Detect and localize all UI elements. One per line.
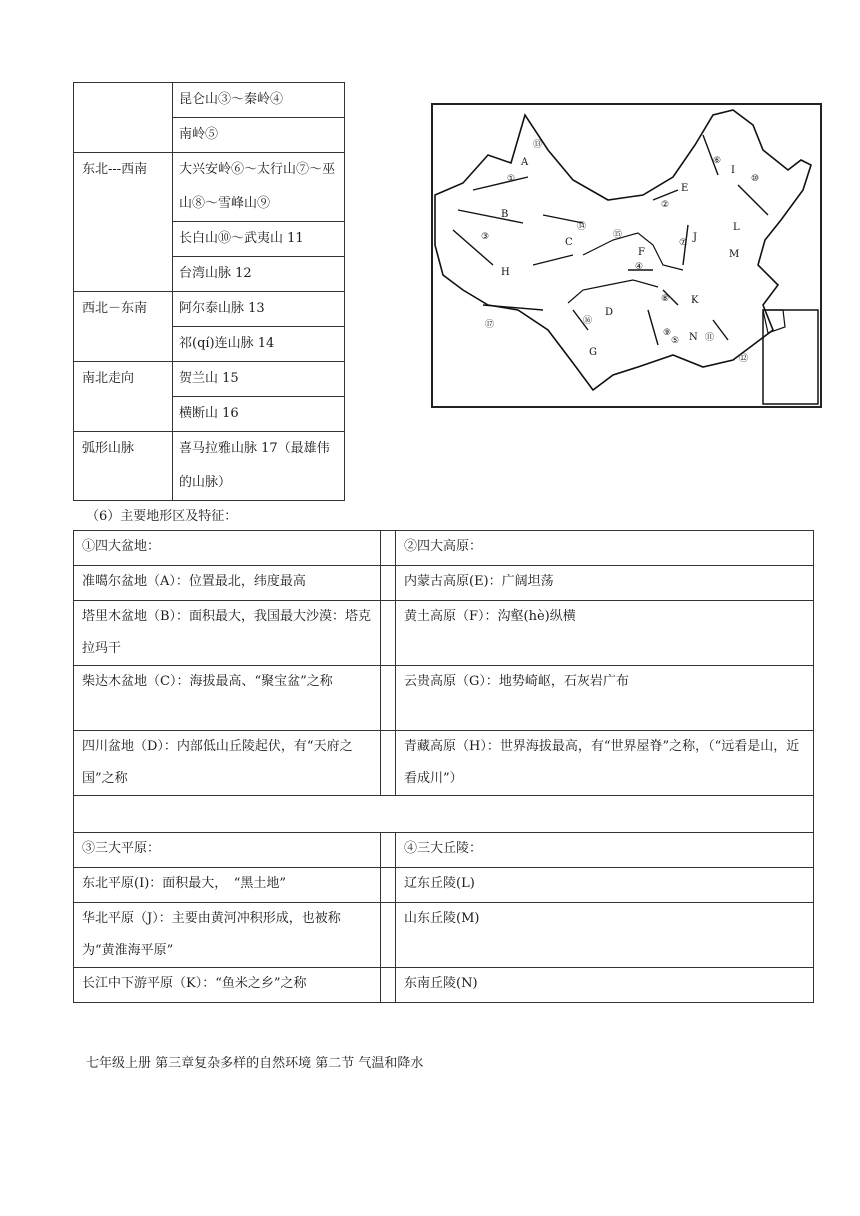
mountain-cell: 祁(qí)连山脉 14 <box>173 327 345 362</box>
mountain-label-1: ① <box>507 174 516 184</box>
gap-cell <box>381 903 396 968</box>
region-label-a: A <box>521 157 529 168</box>
direction-cell: 东北---西南 <box>74 153 173 292</box>
gap-cell <box>381 968 396 1003</box>
mountain-cell: 横断山 16 <box>173 397 345 432</box>
region-label-n: N <box>689 332 698 343</box>
basin-cell: 塔里木盆地（B）：面积最大，我国最大沙漠：塔克拉玛干 <box>74 601 381 666</box>
hill-cell: 辽东丘陵(L) <box>396 868 814 903</box>
mountain-label-5: ⑤ <box>671 336 680 346</box>
gap-cell <box>381 666 396 731</box>
spacer-row <box>74 796 814 833</box>
map-svg <box>433 105 820 406</box>
mountain-label-4: ④ <box>635 262 644 272</box>
gap-cell <box>381 601 396 666</box>
plains-title: ③三大平原： <box>74 833 381 868</box>
plateau-cell: 云贵高原（G）：地势崎岖，石灰岩广布 <box>396 666 814 731</box>
china-terrain-map <box>431 103 822 408</box>
region-label-f: F <box>638 247 645 258</box>
mountain-label-8: ⑧ <box>661 294 670 304</box>
plain-cell: 东北平原(I)：面积最大， “黑土地” <box>74 868 381 903</box>
basin-cell: 柴达木盆地（C）：海拔最高、“聚宝盆”之称 <box>74 666 381 731</box>
mountain-label-15: ⑮ <box>613 230 623 240</box>
basins-title: ①四大盆地： <box>74 531 381 566</box>
hill-cell: 东南丘陵(N) <box>396 968 814 1003</box>
mountain-direction-table <box>73 82 345 501</box>
mountain-label-11: ⑪ <box>705 333 715 343</box>
region-label-b: B <box>501 209 509 220</box>
mountain-label-9: ⑨ <box>663 328 672 338</box>
mountain-label-6: ⑥ <box>713 156 722 166</box>
mountain-label-7: ⑦ <box>679 238 688 248</box>
region-label-m: M <box>729 249 740 260</box>
region-label-k: K <box>691 295 699 306</box>
mountain-cell: 台湾山脉 12 <box>173 257 345 292</box>
hill-cell: 山东丘陵(M) <box>396 903 814 968</box>
direction-cell: 西北－东南 <box>74 292 173 362</box>
mountain-label-13: ⑬ <box>533 140 543 150</box>
plain-cell: 华北平原（J）：主要由黄河冲积形成，也被称为“黄淮海平原” <box>74 903 381 968</box>
region-label-e: E <box>681 183 689 194</box>
hills-title: ④三大丘陵： <box>396 833 814 868</box>
mountain-cell: 阿尔泰山脉 13 <box>173 292 345 327</box>
plateaus-title: ②四大高原： <box>396 531 814 566</box>
mountain-cell: 贺兰山 15 <box>173 362 345 397</box>
yellow-river <box>583 233 683 270</box>
mountain-label-3: ③ <box>481 232 490 242</box>
basin-cell: 四川盆地（D）：内部低山丘陵起伏，有“天府之国”之称 <box>74 731 381 796</box>
mountain-label-10: ⑩ <box>751 174 760 184</box>
section-6-title: （6）主要地形区及特征： <box>86 509 238 524</box>
mountain-cell: 大兴安岭⑥～太行山⑦～巫山⑧～雪峰山⑨ <box>173 153 345 222</box>
plateau-cell: 青藏高原（H）：世界海拔最高，有“世界屋脊”之称，（“远看是山，近看成川”） <box>396 731 814 796</box>
gap-cell <box>381 868 396 903</box>
region-label-l: L <box>733 222 740 233</box>
mountain-label-17: ⑰ <box>485 320 495 330</box>
gap-cell <box>381 531 396 566</box>
direction-cell <box>74 83 173 153</box>
mountain-cell: 长白山⑩～武夷山 11 <box>173 222 345 257</box>
mountain-cell: 南岭⑤ <box>173 118 345 153</box>
plateau-cell: 内蒙古高原(E)：广阔坦荡 <box>396 566 814 601</box>
region-label-g: G <box>589 347 597 358</box>
region-label-h: H <box>501 267 510 278</box>
yangtze-river <box>568 280 658 303</box>
region-label-c: C <box>565 237 573 248</box>
gap-cell <box>381 566 396 601</box>
mountain-cell: 喜马拉雅山脉 17（最雄伟的山脉） <box>173 432 345 501</box>
mountain-cell: 昆仑山③～秦岭④ <box>173 83 345 118</box>
region-label-d: D <box>605 307 614 318</box>
region-label-j: J <box>693 232 698 243</box>
direction-cell: 南北走向 <box>74 362 173 432</box>
region-label-i: I <box>731 165 735 176</box>
mountain-label-2: ② <box>661 200 670 210</box>
plateau-cell: 黄土高原（F）：沟壑(hè)纵横 <box>396 601 814 666</box>
mountain-label-12: ⑫ <box>739 354 749 364</box>
mountain-label-16: ⑯ <box>583 316 593 326</box>
direction-cell: 弧形山脉 <box>74 432 173 501</box>
map-labels <box>501 157 740 358</box>
landforms-table <box>73 530 814 1003</box>
chapter-heading: 七年级上册 第三章复杂多样的自然环境 第二节 气温和降水 <box>86 1056 424 1071</box>
basin-cell: 准噶尔盆地（A）：位置最北，纬度最高 <box>74 566 381 601</box>
mountain-label-14: ⑭ <box>577 222 587 232</box>
china-outline <box>435 110 811 390</box>
plain-cell: 长江中下游平原（K）：“鱼米之乡”之称 <box>74 968 381 1003</box>
gap-cell <box>381 833 396 868</box>
gap-cell <box>381 731 396 796</box>
